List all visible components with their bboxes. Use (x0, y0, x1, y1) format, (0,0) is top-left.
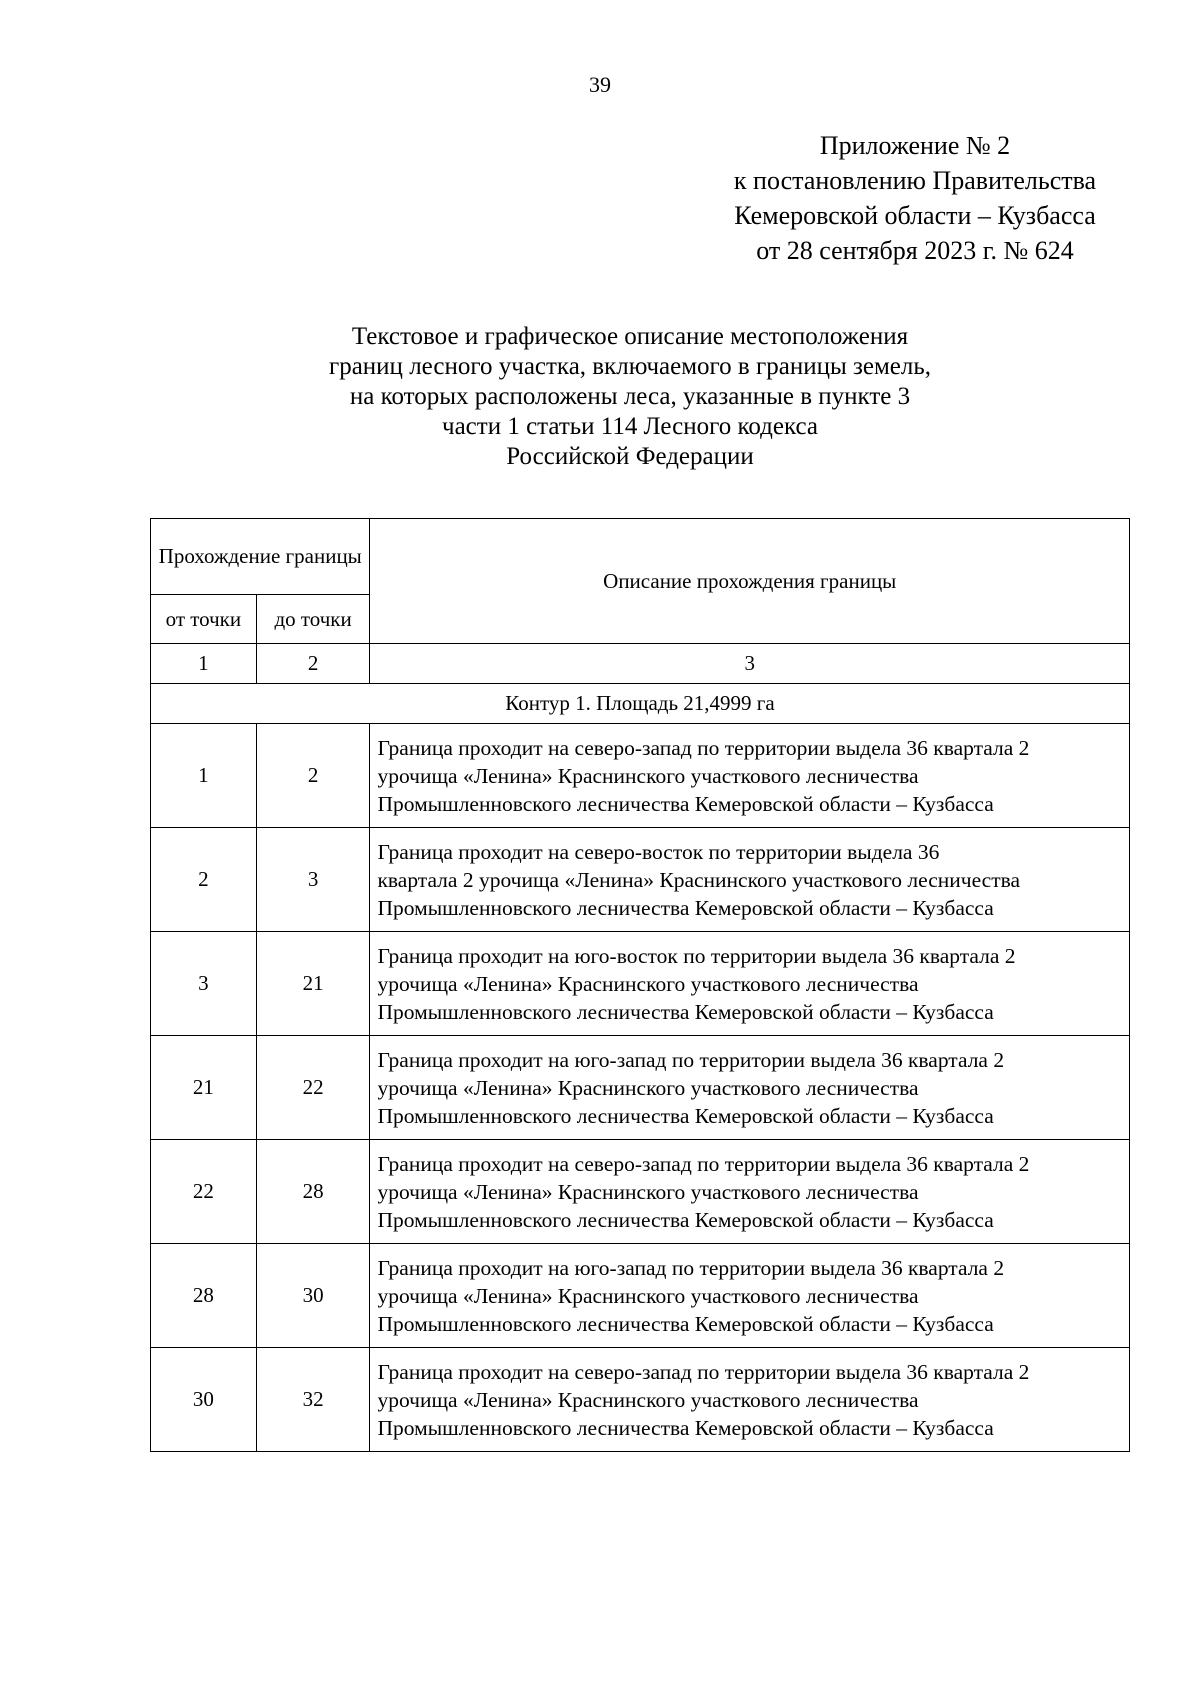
column-number: 1 (151, 644, 257, 684)
description-line: Промышленновского лесничества Кемеровской области – Кузбасса (377, 1207, 994, 1232)
table-row (151, 724, 1130, 828)
column-number: 2 (256, 644, 370, 684)
to-point: 30 (256, 1244, 370, 1348)
from-point: 3 (151, 932, 257, 1036)
boundary-description (370, 724, 1130, 828)
boundary-table (150, 518, 1130, 1452)
description-line: урочища «Ленина» Краснинского участкового лесничества (377, 971, 919, 996)
from-point: 1 (151, 724, 257, 828)
boundary-description (370, 1244, 1130, 1348)
boundary-description (370, 828, 1130, 932)
table-row (151, 1140, 1130, 1244)
document-title (200, 322, 1060, 472)
to-point: 21 (256, 932, 370, 1036)
to-point: 28 (256, 1140, 370, 1244)
contour-label: Контур 1. Площадь 21,4999 га (151, 684, 1130, 724)
from-point: 30 (151, 1348, 257, 1452)
table-row (151, 1244, 1130, 1348)
title-line: границ лесного участка, включаемого в границы земель, (328, 353, 932, 380)
from-point: 21 (151, 1036, 257, 1140)
boundary-description (370, 932, 1130, 1036)
boundary-description (370, 1140, 1130, 1244)
title-line: части 1 статьи 114 Лесного кодекса (442, 413, 818, 440)
appendix-line: Кемеровской области – Кузбасса (734, 201, 1096, 230)
column-number: 3 (370, 644, 1130, 684)
description-line: урочища «Ленина» Краснинского участкового лесничества (377, 763, 919, 788)
contour-row (151, 684, 1130, 724)
description-line: урочища «Ленина» Краснинского участкового лесничества (377, 1075, 919, 1100)
boundary-description (370, 1036, 1130, 1140)
from-point: 28 (151, 1244, 257, 1348)
table-row (151, 1348, 1130, 1452)
to-point: 22 (256, 1036, 370, 1140)
description-line: Промышленновского лесничества Кемеровской области – Кузбасса (377, 999, 994, 1024)
description-line: Граница проходит на юго-запад по территории выдела 36 квартала 2 (377, 1255, 1005, 1280)
title-line: Российской Федерации (506, 443, 754, 470)
table-row (151, 828, 1130, 932)
description-line: Промышленновского лесничества Кемеровской области – Кузбасса (377, 1103, 994, 1128)
header-boundary-passage: Прохождение границы (151, 519, 370, 595)
from-point: 22 (151, 1140, 257, 1244)
description-line: Граница проходит на юго-запад по территории выдела 36 квартала 2 (377, 1047, 1005, 1072)
description-line: Промышленновского лесничества Кемеровской области – Кузбасса (377, 791, 994, 816)
description-line: Граница проходит на северо-запад по территории выдела 36 квартала 2 (377, 1151, 1030, 1176)
page-number: 39 (589, 72, 611, 97)
header-from-point: от точки (151, 595, 257, 644)
header-description: Описание прохождения границы (370, 519, 1130, 644)
appendix-line: к постановлению Правительства (733, 166, 1097, 195)
description-line: Промышленновского лесничества Кемеровской области – Кузбасса (377, 1415, 994, 1440)
appendix-line: от 28 сентября 2023 г. № 624 (756, 236, 1074, 265)
to-point: 32 (256, 1348, 370, 1452)
description-line: урочища «Ленина» Краснинского участкового лесничества (377, 1179, 919, 1204)
description-line: Граница проходит на северо-запад по территории выдела 36 квартала 2 (377, 735, 1030, 760)
column-number-row (151, 644, 1130, 684)
description-line: Промышленновского лесничества Кемеровской области – Кузбасса (377, 895, 994, 920)
table-row (151, 932, 1130, 1036)
description-line: Граница проходит на северо-запад по территории выдела 36 квартала 2 (377, 1359, 1030, 1384)
title-line: Текстовое и графическое описание местоположения (351, 323, 909, 350)
to-point: 3 (256, 828, 370, 932)
description-line: Промышленновского лесничества Кемеровской области – Кузбасса (377, 1311, 994, 1336)
title-line: на которых расположены леса, указанные в пункте 3 (349, 383, 911, 410)
boundary-description (370, 1348, 1130, 1452)
description-line: урочища «Ленина» Краснинского участкового лесничества (377, 1283, 919, 1308)
description-line: Граница проходит на северо-восток по территории выдела 36 (377, 839, 940, 864)
table-row (151, 1036, 1130, 1140)
appendix-block (700, 128, 1130, 268)
to-point: 2 (256, 724, 370, 828)
description-line: урочища «Ленина» Краснинского участкового лесничества (377, 1387, 919, 1412)
appendix-line: Приложение № 2 (819, 131, 1011, 160)
description-line: квартала 2 урочища «Ленина» Краснинского участкового лесничества (377, 867, 1021, 892)
from-point: 2 (151, 828, 257, 932)
description-line: Граница проходит на юго-восток по территории выдела 36 квартала 2 (377, 943, 1016, 968)
header-to-point: до точки (256, 595, 370, 644)
table-header-row (151, 519, 1130, 595)
